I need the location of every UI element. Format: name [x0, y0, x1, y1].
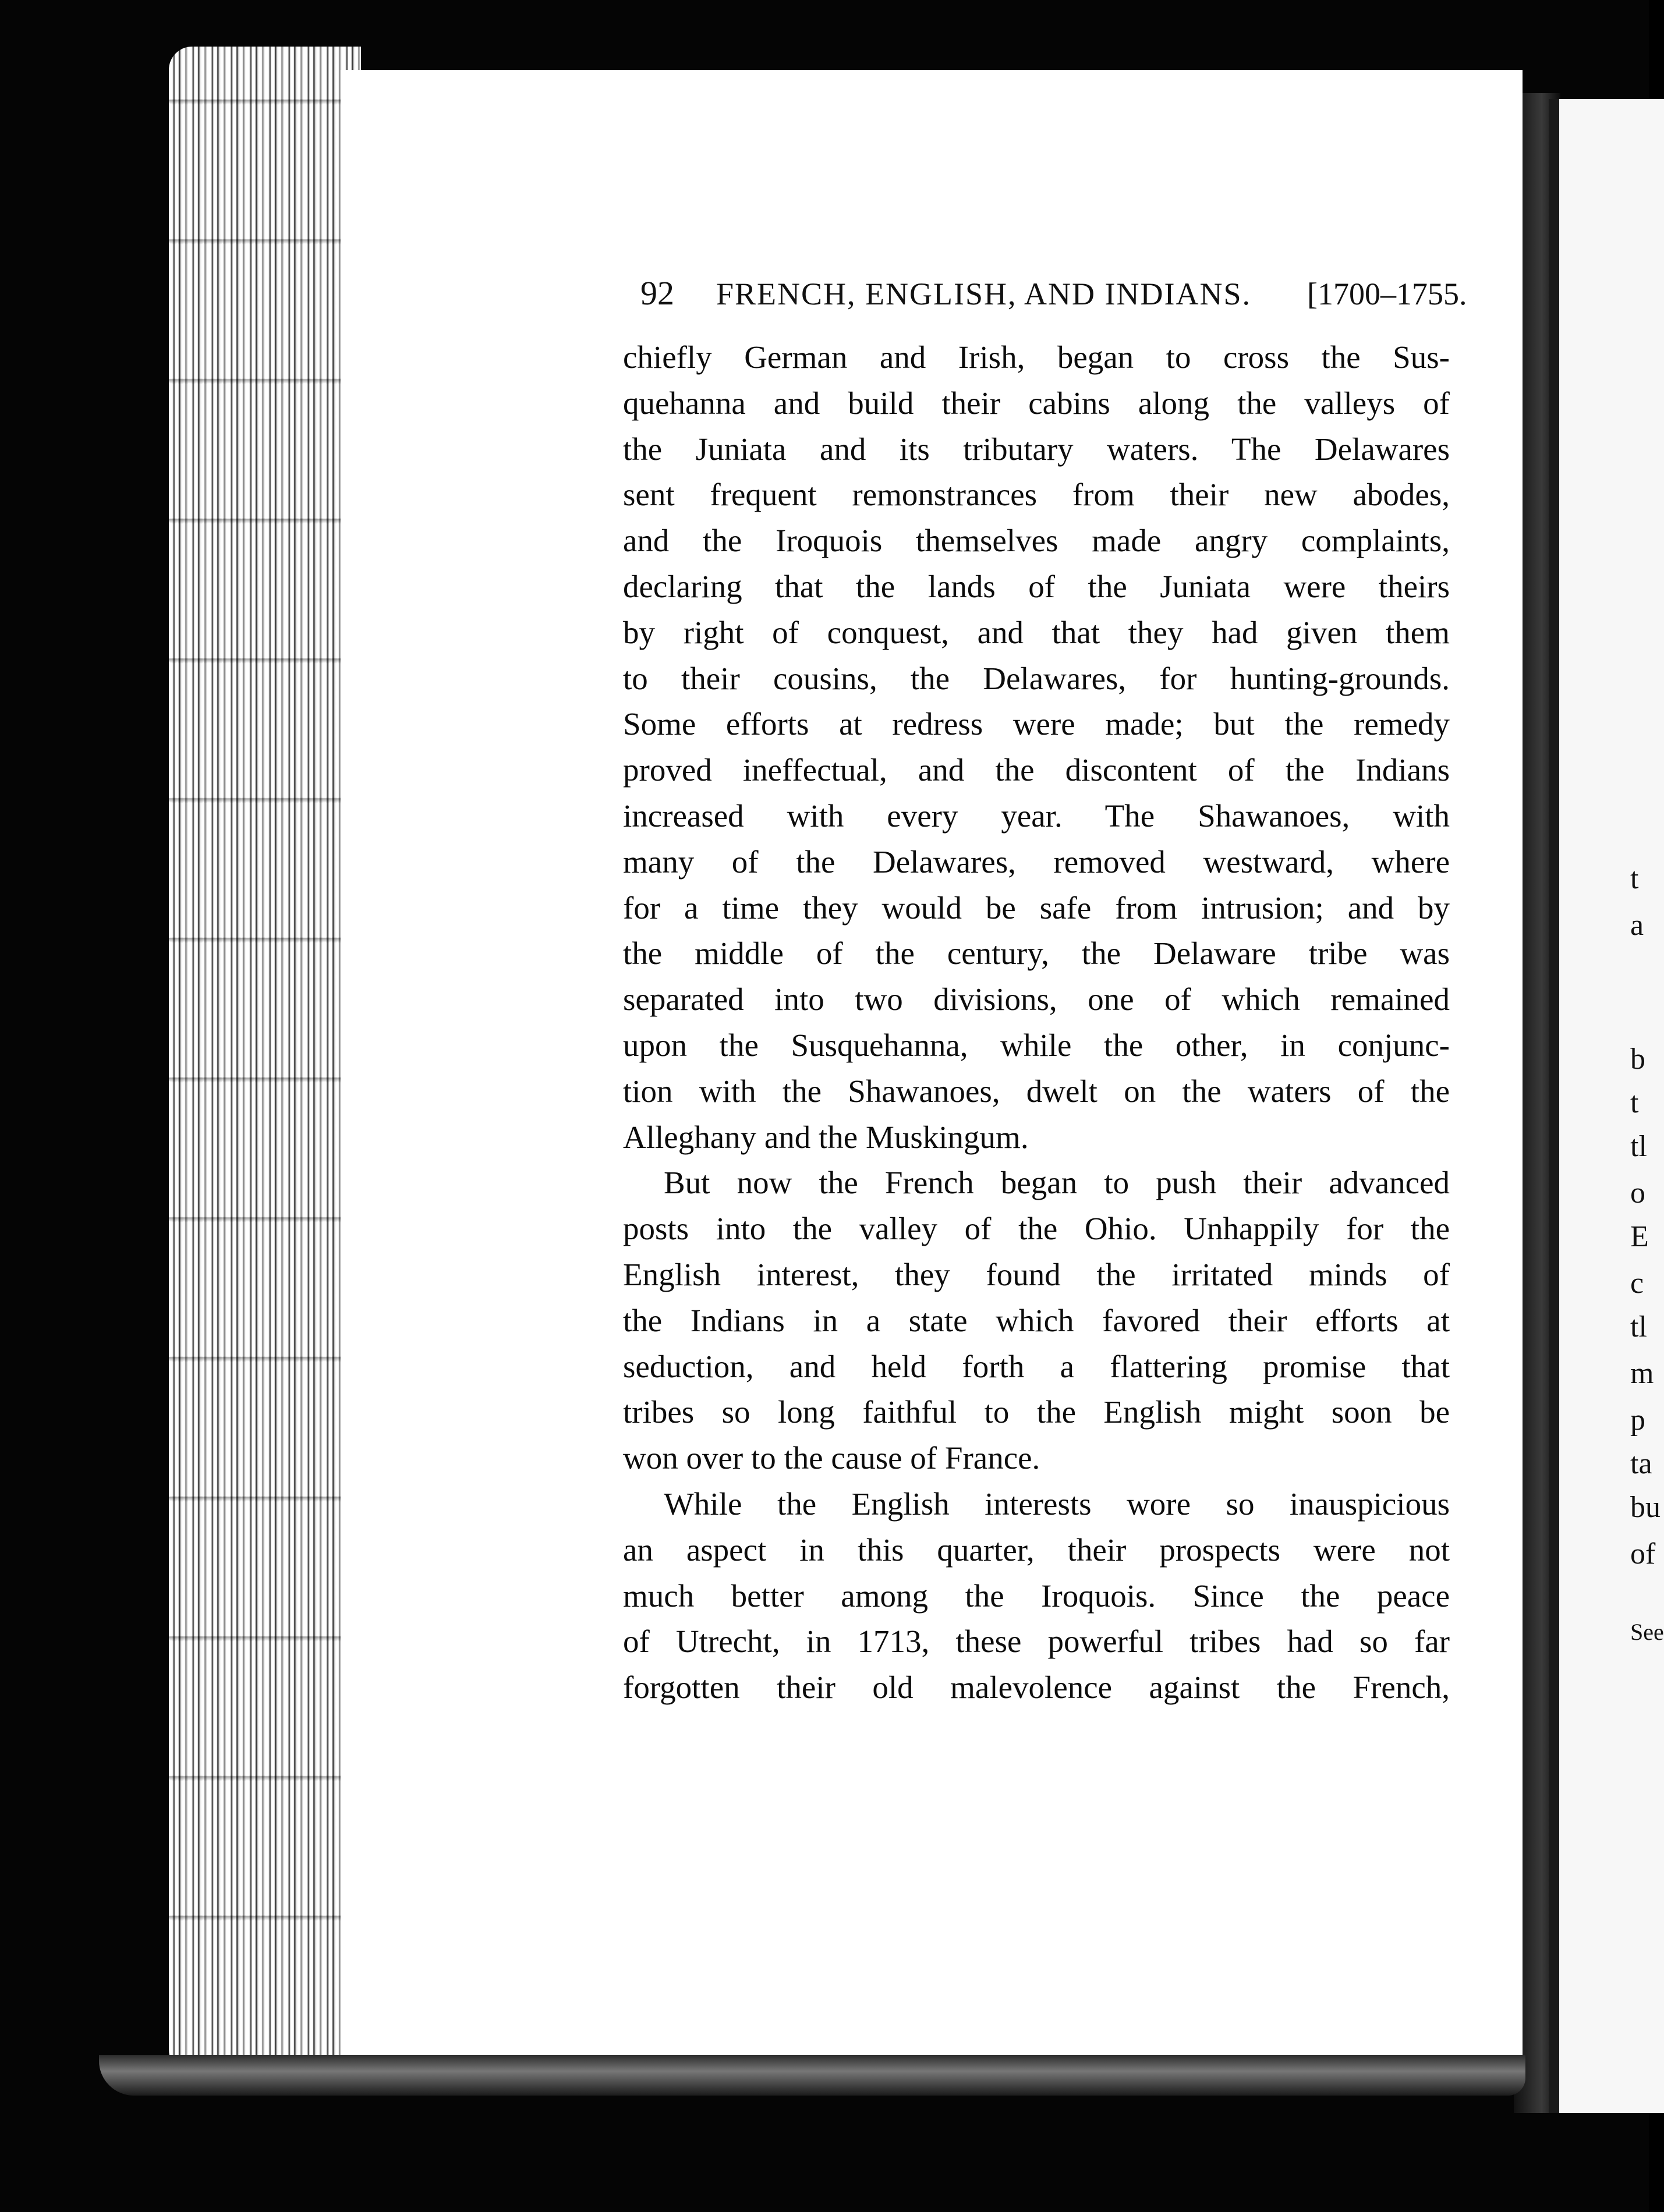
- text-line: Alleghany and the Muskingum.: [623, 1119, 1029, 1155]
- text-line: Some efforts at redress were made; but the remedy: [623, 706, 1450, 742]
- facing-page-fragment: of: [1630, 1537, 1656, 1571]
- left-page-fore-edges: [169, 47, 361, 2084]
- text-line: the Juniata and its tributary waters. The Delawares: [623, 431, 1450, 467]
- facing-page-fragment: b: [1630, 1043, 1645, 1076]
- running-header: [640, 274, 1467, 314]
- text-line: chiefly German and Irish, began to cross the Sus-: [623, 339, 1450, 375]
- facing-page-fragment: E: [1630, 1220, 1649, 1253]
- text-line: English interest, they found the irritated minds of: [623, 1256, 1450, 1292]
- facing-page-fragment: tl: [1630, 1310, 1647, 1343]
- text-line: and the Iroquois themselves made angry complaints,: [623, 523, 1450, 559]
- text-line: But now the French began to push their advanced: [664, 1165, 1450, 1201]
- body-text: [623, 335, 1450, 1711]
- text-line: much better among the Iroquois. Since the peace: [623, 1578, 1450, 1614]
- text-line: many of the Delawares, removed westward, where: [623, 843, 1450, 880]
- facing-page-fragment: c: [1630, 1267, 1644, 1300]
- text-line: proved ineffectual, and the discontent of the Indians: [623, 752, 1450, 788]
- text-line: to their cousins, the Delawares, for hunting-grounds.: [623, 660, 1450, 696]
- book-bottom-edge: [99, 2055, 1525, 2096]
- facing-page-fragment: tl: [1630, 1130, 1647, 1163]
- text-line: sent frequent remonstrances from their new abodes,: [623, 477, 1450, 513]
- text-line: an aspect in this quarter, their prospects were not: [623, 1532, 1450, 1568]
- facing-page-sliver: [1549, 99, 1664, 2113]
- text-line: the Indians in a state which favored their efforts at: [623, 1302, 1450, 1338]
- text-line: tion with the Shawanoes, dwelt on the waters of the: [623, 1073, 1450, 1109]
- facing-page-fragment: p: [1630, 1403, 1645, 1437]
- text-line: While the English interests wore so inauspicious: [664, 1486, 1450, 1522]
- text-line: won over to the cause of France.: [623, 1440, 1040, 1476]
- facing-page-fragment: bu: [1630, 1491, 1661, 1524]
- text-line: separated into two divisions, one of which remained: [623, 981, 1450, 1018]
- running-title: FRENCH, ENGLISH, AND INDIANS.: [716, 276, 1252, 311]
- text-line: seduction, and held forth a flattering promise that: [623, 1348, 1450, 1384]
- facing-page-fragment: t: [1630, 862, 1639, 895]
- facing-page-fragment: t: [1630, 1086, 1639, 1119]
- text-line: declaring that the lands of the Juniata were theirs: [623, 568, 1450, 604]
- date-range: [1700–1755.: [1307, 276, 1467, 311]
- text-line: for a time they would be safe from intrusion; and by: [623, 889, 1450, 926]
- text-line: of Utrecht, in 1713, these powerful tribes had so far: [623, 1623, 1450, 1660]
- text-line: upon the Susquehanna, while the other, in conjunc-: [623, 1027, 1450, 1063]
- text-line: quehanna and build their cabins along the valleys of: [623, 385, 1450, 421]
- facing-page-fragment: m: [1630, 1357, 1654, 1390]
- text-line: forgotten their old malevolence against the French,: [623, 1669, 1450, 1706]
- text-line: by right of conquest, and that they had given them: [623, 614, 1450, 650]
- text-line: increased with every year. The Shawanoes, with: [623, 797, 1450, 834]
- text-line: posts into the valley of the Ohio. Unhappily for the: [623, 1211, 1450, 1247]
- text-line: tribes so long faithful to the English might soon be: [623, 1394, 1450, 1430]
- facing-page-fragment: ta: [1630, 1447, 1652, 1480]
- page-number: 92: [640, 274, 674, 312]
- facing-page-fragment: See: [1630, 1619, 1664, 1645]
- facing-page-fragment: a: [1630, 909, 1644, 942]
- text-line: the middle of the century, the Delaware tribe was: [623, 935, 1450, 972]
- facing-page-fragment: o: [1630, 1176, 1645, 1210]
